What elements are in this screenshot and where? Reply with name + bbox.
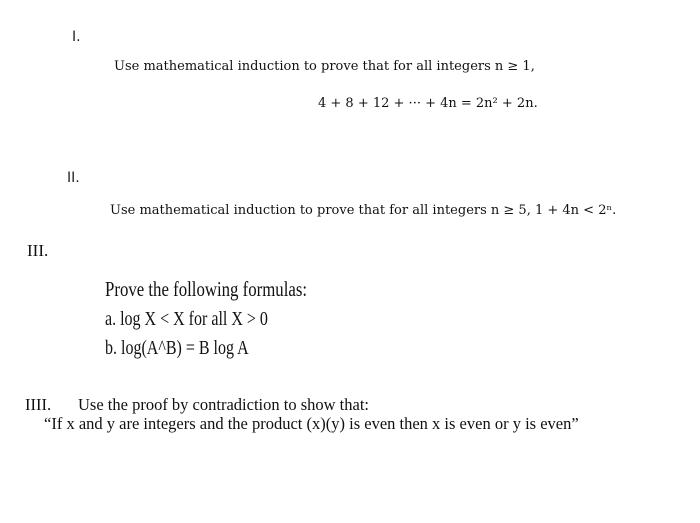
problem-1-statement: Use mathematical induction to prove that for all integers n ≥ 1, xyxy=(114,59,535,74)
problem-1-formula: 4 + 8 + 12 + ··· + 4n = 2n² + 2n. xyxy=(318,96,538,111)
problem-4-statement: Use the proof by contradiction to show that: xyxy=(78,395,369,414)
problem-3-numeral: III. xyxy=(27,241,49,260)
problem-3-intro: Prove the following formulas: xyxy=(105,277,308,301)
problem-1-numeral: I. xyxy=(72,29,81,45)
problem-2-statement: Use mathematical induction to prove that for all integers n ≥ 5, 1 + 4n < 2ⁿ. xyxy=(110,203,617,218)
problem-3-item-b: b. log(A^B) = B log A xyxy=(105,337,249,359)
problem-4-quote: “If x and y are integers and the product (x)(y) is even then x is even or y is even” xyxy=(44,414,579,433)
problem-2-numeral: II. xyxy=(67,170,80,186)
problem-4-numeral: IIII. xyxy=(25,395,52,414)
problem-3-item-a: a. log X < X for all X > 0 xyxy=(105,308,268,330)
